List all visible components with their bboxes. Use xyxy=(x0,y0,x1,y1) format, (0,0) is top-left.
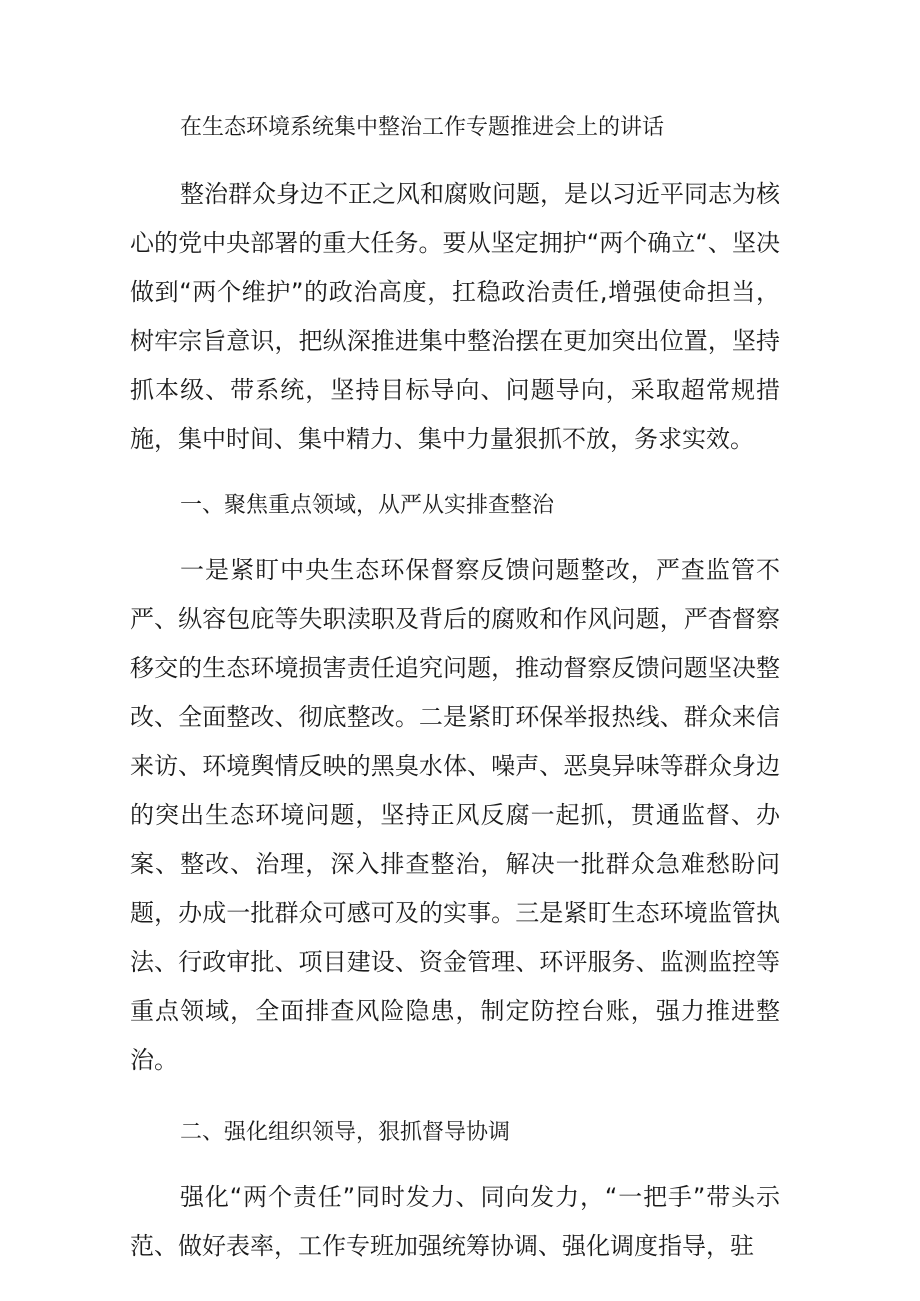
document-title: 在生态环境系统集中整治工作专题推进会上的讲话 xyxy=(180,115,665,140)
section-2-heading: 二、强化组织领导，狠抓督导协调 xyxy=(180,1120,511,1145)
document-page xyxy=(130,108,780,1271)
section-2-paragraph: 强化“两个责任”同时发力、同向发力，“一把手”带头示范、做好表率，工作专班加强统筹协调、强化调度指导，驻 xyxy=(130,1183,780,1260)
intro-paragraph: 整治群众身边不正之风和腐败问题，是以习近平同志为核心的党中央部署的重大任务。要从坚定拥护“两个确立“、坚决做到“两个维护”的政治高度，扛稳政治责任,增强使命担当，树牢宗旨意识，把纵深推进集中整治摆在更加突出位置，坚持抓本级、带系统，坚持目标导向、问题导向，采取超常规措施，集中时间、集中精力、集中力量狠抓不放，务求实效。 xyxy=(130,180,780,453)
section-1-heading: 一、聚焦重点领域，从严从实排查整治 xyxy=(180,493,555,518)
section-1-paragraph: 一是紧盯中央生态环保督察反馈问题整改，严查监管不严、纵容包庇等失职渎职及背后的腐败和作风问题，严杳督察移交的生态环境损害责任追究问题，推动督察反馈问题坚决整改、全面整改、彻底整改。二是紧盯环保举报热线、群众来信来访、环境舆情反映的黑臭水体、噪声、恶臭异味等群众身边的突出生态环境问题，坚持正风反腐一起抓，贯通监督、办案、整改、治理，深入排查整治，解决一批群众急难愁盼问题，办成一批群众可感可及的实事。三是紧盯生态环境监管执法、行政审批、项目建设、资金管理、环评服务、监测监控等重点领域，全面排查风险隐患，制定防控台账，强力推进整治。 xyxy=(130,556,780,1074)
